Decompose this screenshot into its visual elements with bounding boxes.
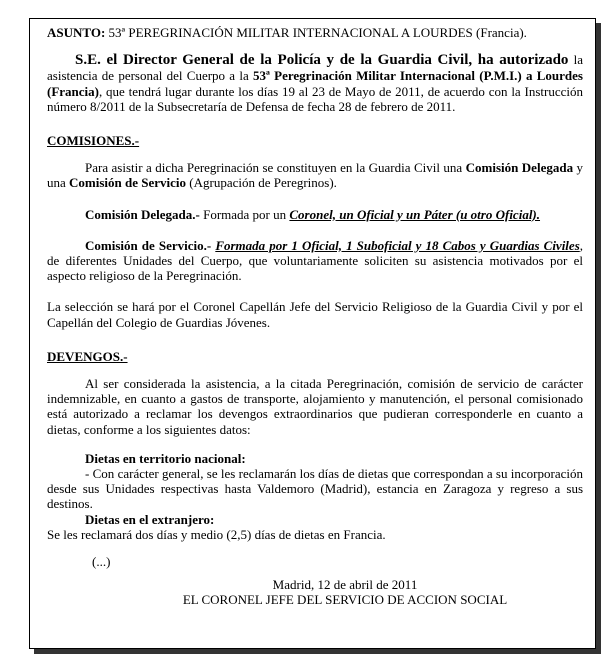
delegada-text: Formada por un bbox=[199, 206, 290, 222]
asunto-label: ASUNTO: bbox=[47, 25, 106, 40]
devengos-heading: DEVENGOS.- bbox=[47, 348, 128, 364]
servicio-paragraph bbox=[47, 238, 583, 284]
comisiones-heading: COMISIONES.- bbox=[47, 133, 140, 149]
intro-text-1: la asistencia de personal del Cuerpo a la bbox=[47, 52, 583, 84]
servicio-value: Formada por 1 Oficial, 1 Suboficial y 18 Cabos y Guardias Civiles bbox=[215, 237, 580, 253]
comisiones-text-c: y una bbox=[47, 160, 584, 191]
nacional-text-b: incorporación desde sus Unidades respectivas hasta Valdemoro (Madrid), estancia en Zaragoza y regreso a sus destinos. bbox=[47, 466, 583, 512]
asunto-line bbox=[47, 25, 583, 40]
servicio-label: Comisión de Servicio.- bbox=[85, 237, 212, 253]
asunto-text: 53ª PEREGRINACIÓN MILITAR INTERNACIONAL A LOURDES (Francia). bbox=[105, 25, 527, 40]
devengos-paragraph: Al ser considerada la asistencia, a la citada Peregrinación, comisión de servicio de carácter indemnizable, en cuanto a gastos de transporte, alojamiento y manutención, el personal comisionado está autorizado a reclamar los devengos extraordinarios que pudieran corresponderle en cuanto a dietas, conforme a los siguientes datos: bbox=[47, 376, 583, 437]
extranjero-text: Se les reclamará dos días y medio (2,5) días de dietas en Francia. bbox=[47, 526, 386, 542]
intro-text-2: , que tendrá lugar durante los días 19 al 23 de Mayo de 2011, de acuerdo con la Instrucción número 8/2011 de la Subsecretaría de Defensa de fecha 28 de febrero de 2011. bbox=[47, 83, 583, 114]
comisiones-text-a: Para asistir a dicha Peregrinación se constituyen en la Guardia Civil una bbox=[85, 160, 466, 176]
nacional-heading: Dietas en territorio nacional: bbox=[85, 450, 246, 466]
intro-paragraph bbox=[47, 52, 583, 114]
delegada-value: Coronel, un Oficial y un Páter (u otro Oficial). bbox=[289, 206, 541, 222]
comisiones-servicio-term: Comisión de Servicio bbox=[69, 175, 187, 191]
document-body bbox=[47, 25, 583, 608]
intro-event: 53ª Peregrinación Militar Internacional (P.M.I.) a Lourdes (Francia) bbox=[47, 68, 583, 99]
comisiones-paragraph bbox=[47, 160, 583, 190]
seleccion-paragraph: La selección se hará por el Coronel Capellán Jefe del Servicio Religioso de la Guardia Civil y por el Capellán del Colegio de Guardias Jóvenes. bbox=[47, 299, 583, 330]
delegada-paragraph bbox=[47, 207, 583, 222]
extranjero-heading: Dietas en el extranjero: bbox=[85, 511, 215, 527]
place-date: Madrid, 12 de abril de 2011 bbox=[272, 577, 418, 593]
servicio-text: , de diferentes Unidades del Cuerpo, que voluntariamente soliciten su asistencia motivados por el aspecto religioso de la Peregrinación. bbox=[47, 237, 584, 284]
signature-line: EL CORONEL JEFE DEL SERVICIO DE ACCION SOCIAL bbox=[182, 592, 508, 608]
comisiones-text-e: (Agrupación de Peregrinos). bbox=[186, 175, 337, 191]
nacional-text bbox=[47, 466, 583, 512]
ellipsis-note: (...) bbox=[92, 554, 111, 570]
comisiones-delegada-term: Comisión Delegada bbox=[465, 160, 574, 176]
delegada-label: Comisión Delegada.- bbox=[85, 206, 200, 222]
nacional-text-a: - Con carácter general, se les reclamarán los días de dietas que correspondan a su bbox=[85, 466, 508, 482]
document-frame bbox=[29, 18, 596, 649]
intro-bold-lead: S.E. el Director General de la Policía y de la Guardia Civil, ha autorizado bbox=[75, 52, 569, 69]
